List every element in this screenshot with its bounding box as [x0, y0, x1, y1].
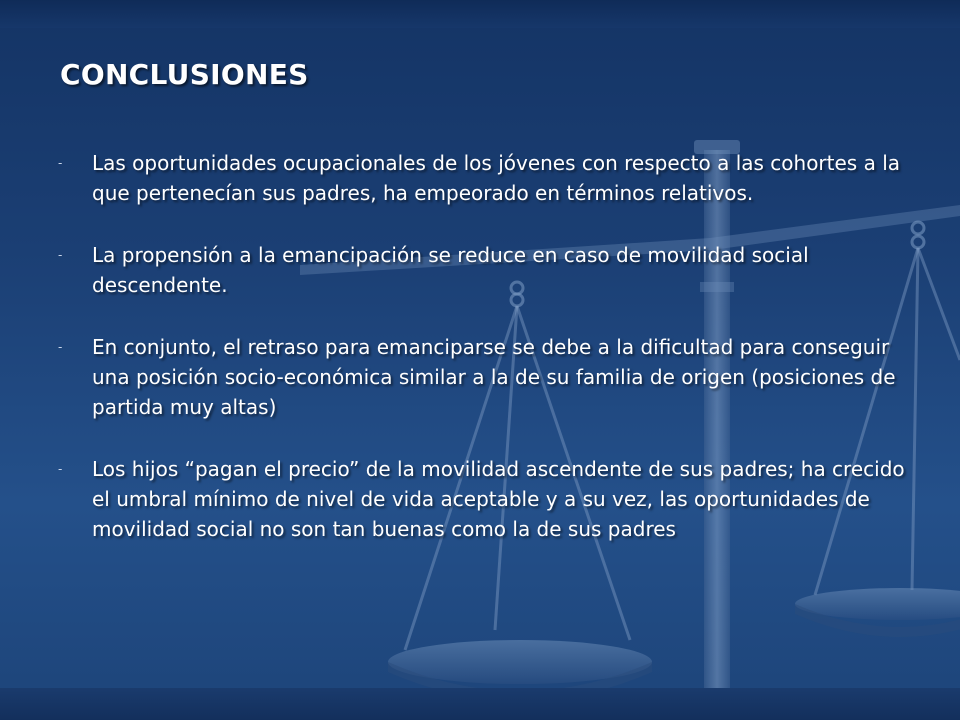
bullet-marker: - — [58, 248, 63, 262]
bullet-text: Las oportunidades ocupacionales de los jóvenes con respecto a las cohortes a la que pertenecían sus padres, ha empeorado en términos relativos. — [92, 151, 901, 205]
bullet-item — [58, 240, 918, 300]
bullet-item — [58, 332, 918, 422]
bullet-text: En conjunto, el retraso para emanciparse se debe a la dificultad para conseguir una posición socio-económica similar a la de su familia de origen (posiciones de partida muy altas) — [92, 335, 896, 419]
slide-title: CONCLUSIONES — [60, 58, 309, 91]
bottom-band — [0, 688, 960, 720]
bullet-text: La propensión a la emancipación se reduce en caso de movilidad social descendente. — [92, 243, 809, 297]
bullet-marker: - — [58, 462, 63, 476]
bullet-marker: - — [58, 156, 63, 170]
bullet-item — [58, 454, 918, 544]
bullet-item — [58, 148, 918, 208]
bullet-marker: - — [58, 340, 63, 354]
bullet-text: Los hijos “pagan el precio” de la movilidad ascendente de sus padres; ha crecido el umbral mínimo de nivel de vida aceptable y a su vez, las oportunidades de movilidad social no son tan buenas como la de sus padres — [92, 457, 905, 541]
bullet-list — [58, 148, 918, 544]
